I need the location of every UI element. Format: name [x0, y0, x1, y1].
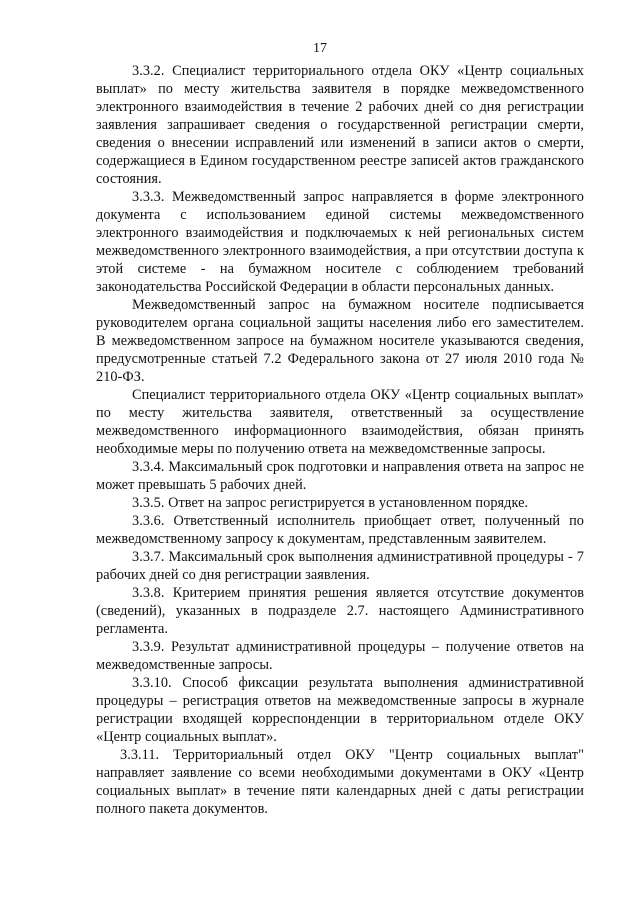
paragraph-3-3-11: 3.3.11. Территориальный отдел ОКУ "Центр социальных выплат" направляет заявление со всеми необходимыми документами в ОКУ «Центр социальных выплат» в течение пяти календарных дней с даты регистрации полного пакета документов. — [96, 747, 584, 817]
paragraph-paper-request: Межведомственный запрос на бумажном носителе подписывается руководителем органа социальной защиты населения либо его заместителем. В межведомственном запросе на бумажном носителе указываются сведения, предусмотренные статьей 7.2 Федерального закона от 27 июля 2010 года № 210-ФЗ. — [96, 297, 584, 385]
paragraph-3-3-8: 3.3.8. Критерием принятия решения является отсутствие документов (сведений), указанных в подразделе 2.7. настоящего Административного регламента. — [96, 585, 584, 637]
paragraph-3-3-6: 3.3.6. Ответственный исполнитель приобщает ответ, полученный по межведомственному запросу к документам, представленным заявителем. — [96, 513, 584, 547]
document-body — [96, 62, 584, 818]
paragraph-3-3-9: 3.3.9. Результат административной процедуры – получение ответов на межведомственные запросы. — [96, 639, 584, 673]
paragraph-3-3-5: 3.3.5. Ответ на запрос регистрируется в установленном порядке. — [132, 495, 529, 511]
paragraph-3-3-2: 3.3.2. Специалист территориального отдела ОКУ «Центр социальных выплат» по месту жительства заявителя в порядке межведомственного электронного взаимодействия в течение 2 рабочих дней со дня регистрации заявления запрашивает сведения о государственной регистрации смерти, сведения о внесении исправлений или изменений в записи актов о смерти, содержащиеся в Едином государственном реестре записей актов гражданского состояния. — [96, 63, 584, 187]
paragraph-3-3-4: 3.3.4. Максимальный срок подготовки и направления ответа на запрос не может превышать 5 рабочих дней. — [96, 459, 584, 493]
paragraph-specialist-duty: Специалист территориального отдела ОКУ «Центр социальных выплат» по месту жительства заявителя, ответственный за осуществление межведомственного информационного взаимодействия, обязан принять необходимые меры по получению ответа на межведомственные запросы. — [96, 387, 584, 457]
paragraph-3-3-7: 3.3.7. Максимальный срок выполнения административной процедуры - 7 рабочих дней со дня регистрации заявления. — [96, 549, 584, 583]
paragraph-3-3-10: 3.3.10. Способ фиксации результата выполнения административной процедуры – регистрация ответов на межведомственные запросы в журнале регистрации входящей корреспонденции в территориальном отделе ОКУ «Центр социальных выплат». — [96, 675, 584, 745]
page-number: 17 — [313, 41, 327, 56]
paragraph-3-3-3: 3.3.3. Межведомственный запрос направляется в форме электронного документа с использованием единой системы межведомственного электронного взаимодействия и подключаемых к ней региональных систем межведомственного электронного взаимодействия, а при отсутствии доступа к этой системе - на бумажном носителе с соблюдением требований законодательства Российской Федерации в области персональных данных. — [96, 189, 584, 295]
